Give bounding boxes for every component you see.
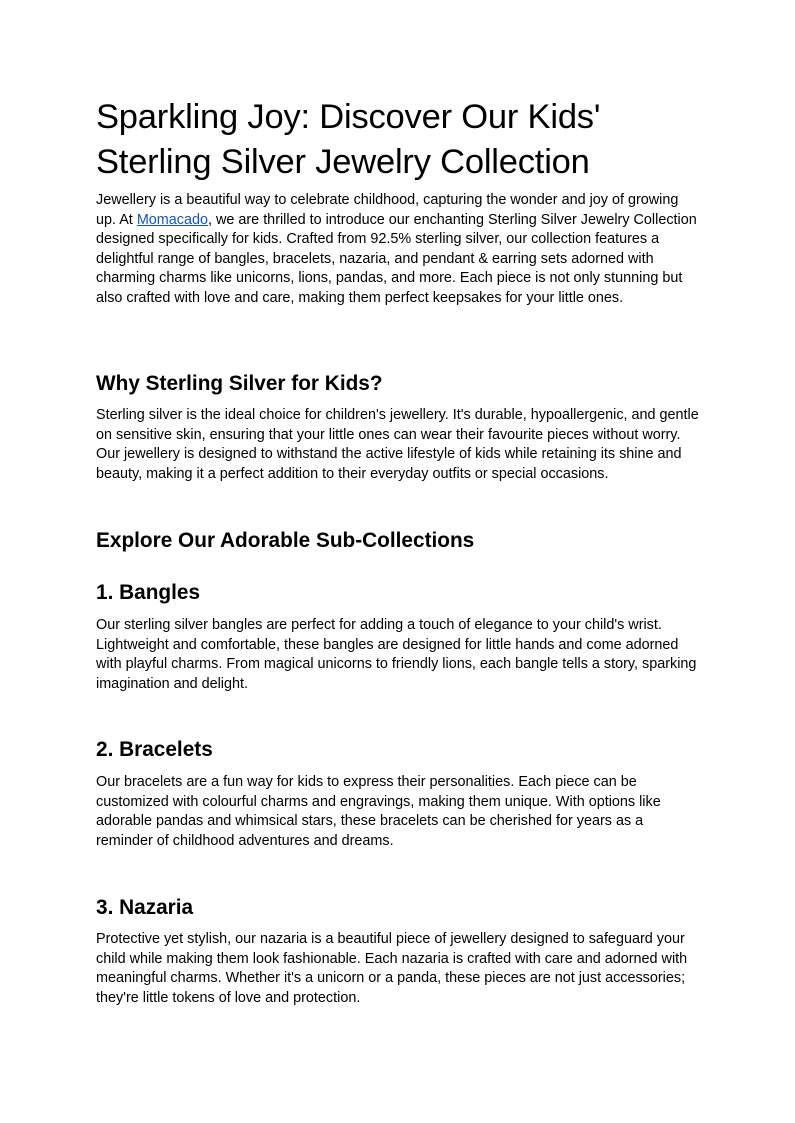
momacado-link[interactable]: Momacado	[136, 211, 208, 228]
bangles-paragraph: Our sterling silver bangles are perfect for adding a touch of elegance to your child's wrist. Lightweight and comfortable, these bangles are designed for little hands and come adorned with playful charms. From magical unicorns to friendly lions, each bangle tells a story, sparking imagination and delight.	[96, 617, 697, 692]
why-sterling-heading: Why Sterling Silver for Kids?	[96, 372, 383, 395]
intro-text-before-link: Jewellery is a beautiful way to celebrate childhood, capturing the wonder and joy of growing up. At	[96, 192, 679, 228]
nazaria-paragraph: Protective yet stylish, our nazaria is a beautiful piece of jewellery designed to safeguard your child while making them look fashionable. Each nazaria is crafted with care and adorned with meaningful charms. Whether it's a unicorn or a panda, these pieces are not just accessories; they're little tokens of love and protection.	[96, 931, 688, 1006]
document-title: Sparkling Joy: Discover Our Kids' Sterling Silver Jewelry Collection	[96, 98, 601, 181]
why-sterling-paragraph: Sterling silver is the ideal choice for children's jewellery. It's durable, hypoallergenic, and gentle on sensitive skin, ensuring that your little ones can wear their favourite pieces without worry. Our jewellery is designed to withstand the active lifestyle of kids while retaining its shine and beauty, making it a perfect addition to their everyday outfits or special occasions.	[96, 407, 699, 482]
explore-heading: Explore Our Adorable Sub-Collections	[96, 529, 475, 552]
bracelets-heading: 2. Bracelets	[96, 738, 213, 761]
bracelets-paragraph: Our bracelets are a fun way for kids to express their personalities. Each piece can be customized with colourful charms and engravings, making them unique. With options like adorable pandas and whimsical stars, these bracelets can be cherished for years as a reminder of childhood adventures and dreams.	[96, 774, 661, 849]
intro-text-after-link: , we are thrilled to introduce our enchanting Sterling Silver Jewelry Collection designed specifically for kids. Crafted from 92.5% sterling silver, our collection features a delightful range of bangles, bracelets, nazaria, and pendant & earring sets adorned with charming charms like unicorns, lions, pandas, and more. Each piece is not only stunning but also crafted with love and care, making them perfect keepsakes for your little ones.	[96, 211, 697, 306]
nazaria-heading: 3. Nazaria	[96, 896, 194, 919]
intro-paragraph	[96, 191, 702, 308]
bangles-heading: 1. Bangles	[96, 581, 201, 604]
